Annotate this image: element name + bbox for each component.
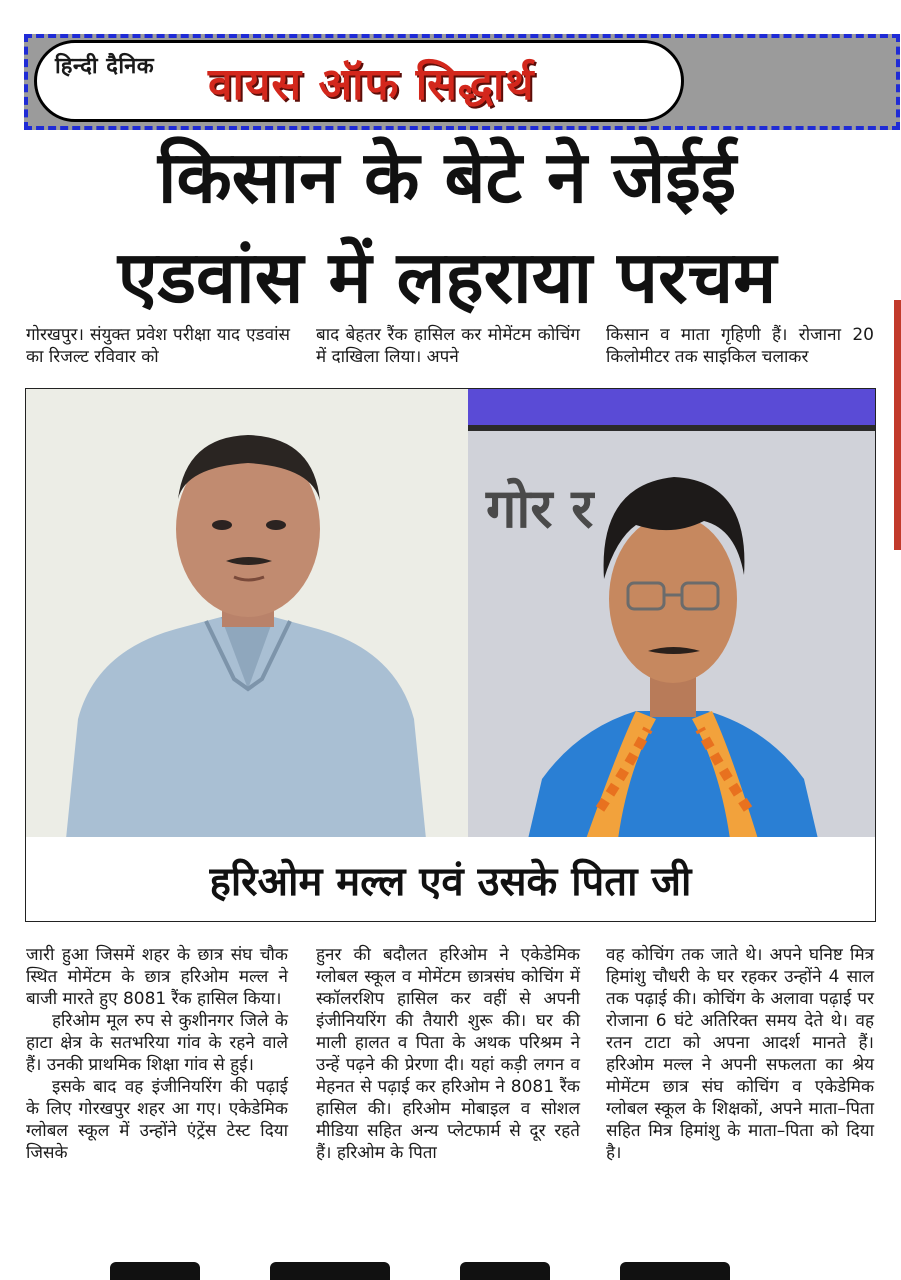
column-3-paragraph-1: वह कोचिंग तक जाते थे। अपने घनिष्ट मित्र हिमांशु चौधरी के घर रहकर उन्होंने 4 साल तक पढ़ाई की। कोचिंग के अलावा पढ़ाई पर रोजाना 6 घंटे अतिरिक्त समय देते थे। वह रतन टाटा को अपना आदर्श मानते हैं। हरिओम मल्ल ने अपनी सफलता का श्रेय मोमेंटम छात्र संघ कोचिंग व एकेडेमिक ग्लोबल स्कूल के शिक्षकों, अपने माता–पिता सहित मित्र हिमांशु के माता–पिता को दिया है। <box>606 945 874 1163</box>
news-photo <box>25 388 876 922</box>
article-column-2 <box>316 944 580 1164</box>
top-column-3-text: किसान व माता गृहिणी हैं। रोजाना 20 किलोमीटर तक साइकिल चलाकर <box>606 325 874 367</box>
top-column-2-text: बाद बेहतर रैंक हासिल कर मोमेंटम कोचिंग में दाखिला लिया। अपने <box>316 325 580 367</box>
hariom-photo <box>468 389 875 839</box>
hariom-illustration <box>468 389 875 839</box>
photo-caption: हरिओम मल्ल एवं उसके पिता जी <box>26 837 875 921</box>
banner-background-text: गोर र <box>486 477 594 540</box>
masthead-tagline: हिन्दी दैनिक <box>55 54 155 79</box>
column-2-paragraph-1: हुनर की बदौलत हरिओम ने एकेडेमिक ग्लोबल स्कूल व मोमेंटम छात्रसंघ कोचिंग में स्कॉलरशिप हासिल कर वहीं से अपनी इंजीनियरिंग की तैयारी शुरू की। घर की माली हालत व पिता के अथक परिश्रम ने उन्हें पढ़ने की प्रेरणा दी। यहां कड़ी लगन व मेहनत से पढ़ाई कर हरिओम ने 8081 रैंक हासिल की। हरिओम मोबाइल व सोशल मीडिया सहित अन्य प्लेटफार्म से दूर रहते हैं। हरिओम के पिता <box>316 945 580 1163</box>
newspaper-name: वायस ऑफ सिद्धार्थ <box>208 59 535 110</box>
top-column-2 <box>316 324 580 368</box>
column-1-paragraph-1: जारी हुआ जिसमें शहर के छात्र संघ चौक स्थित मोमेंटम के छात्र हरिओम मल्ल ने बाजी मारते हुए 8081 रैंक हासिल किया। <box>26 945 288 1009</box>
headline-line-1: किसान के बेटे ने जेईई <box>157 135 737 219</box>
top-column-1 <box>26 324 290 368</box>
father-photo <box>26 389 468 839</box>
adjacent-article-image-edge <box>894 300 901 550</box>
article-column-3 <box>606 944 874 1164</box>
headline-line-2: एडवांस में लहराया परचम <box>117 235 777 319</box>
column-1-paragraph-2: हरिओम मूल रुप से कुशीनगर जिले के हाटा क्षेत्र के सतभरिया गांव के रहने वाले हैं। उनकी प्राथमिक शिक्षा गांव से हुई। <box>26 1011 288 1075</box>
top-column-1-text: गोरखपुर। संयुक्त प्रवेश परीक्षा याद एडवांस का रिजल्ट रविवार को <box>26 325 290 367</box>
father-illustration <box>26 389 468 839</box>
top-column-3 <box>606 324 874 368</box>
next-headline-cutoff <box>110 1262 810 1280</box>
article-column-1 <box>26 944 288 1164</box>
column-1-paragraph-3: इसके बाद वह इंजीनियरिंग की पढ़ाई के लिए गोरखपुर शहर आ गए। एकेडेमिक ग्लोबल स्कूल में उन्होंने एंट्रेंस टेस्ट दिया जिसके <box>26 1077 288 1163</box>
